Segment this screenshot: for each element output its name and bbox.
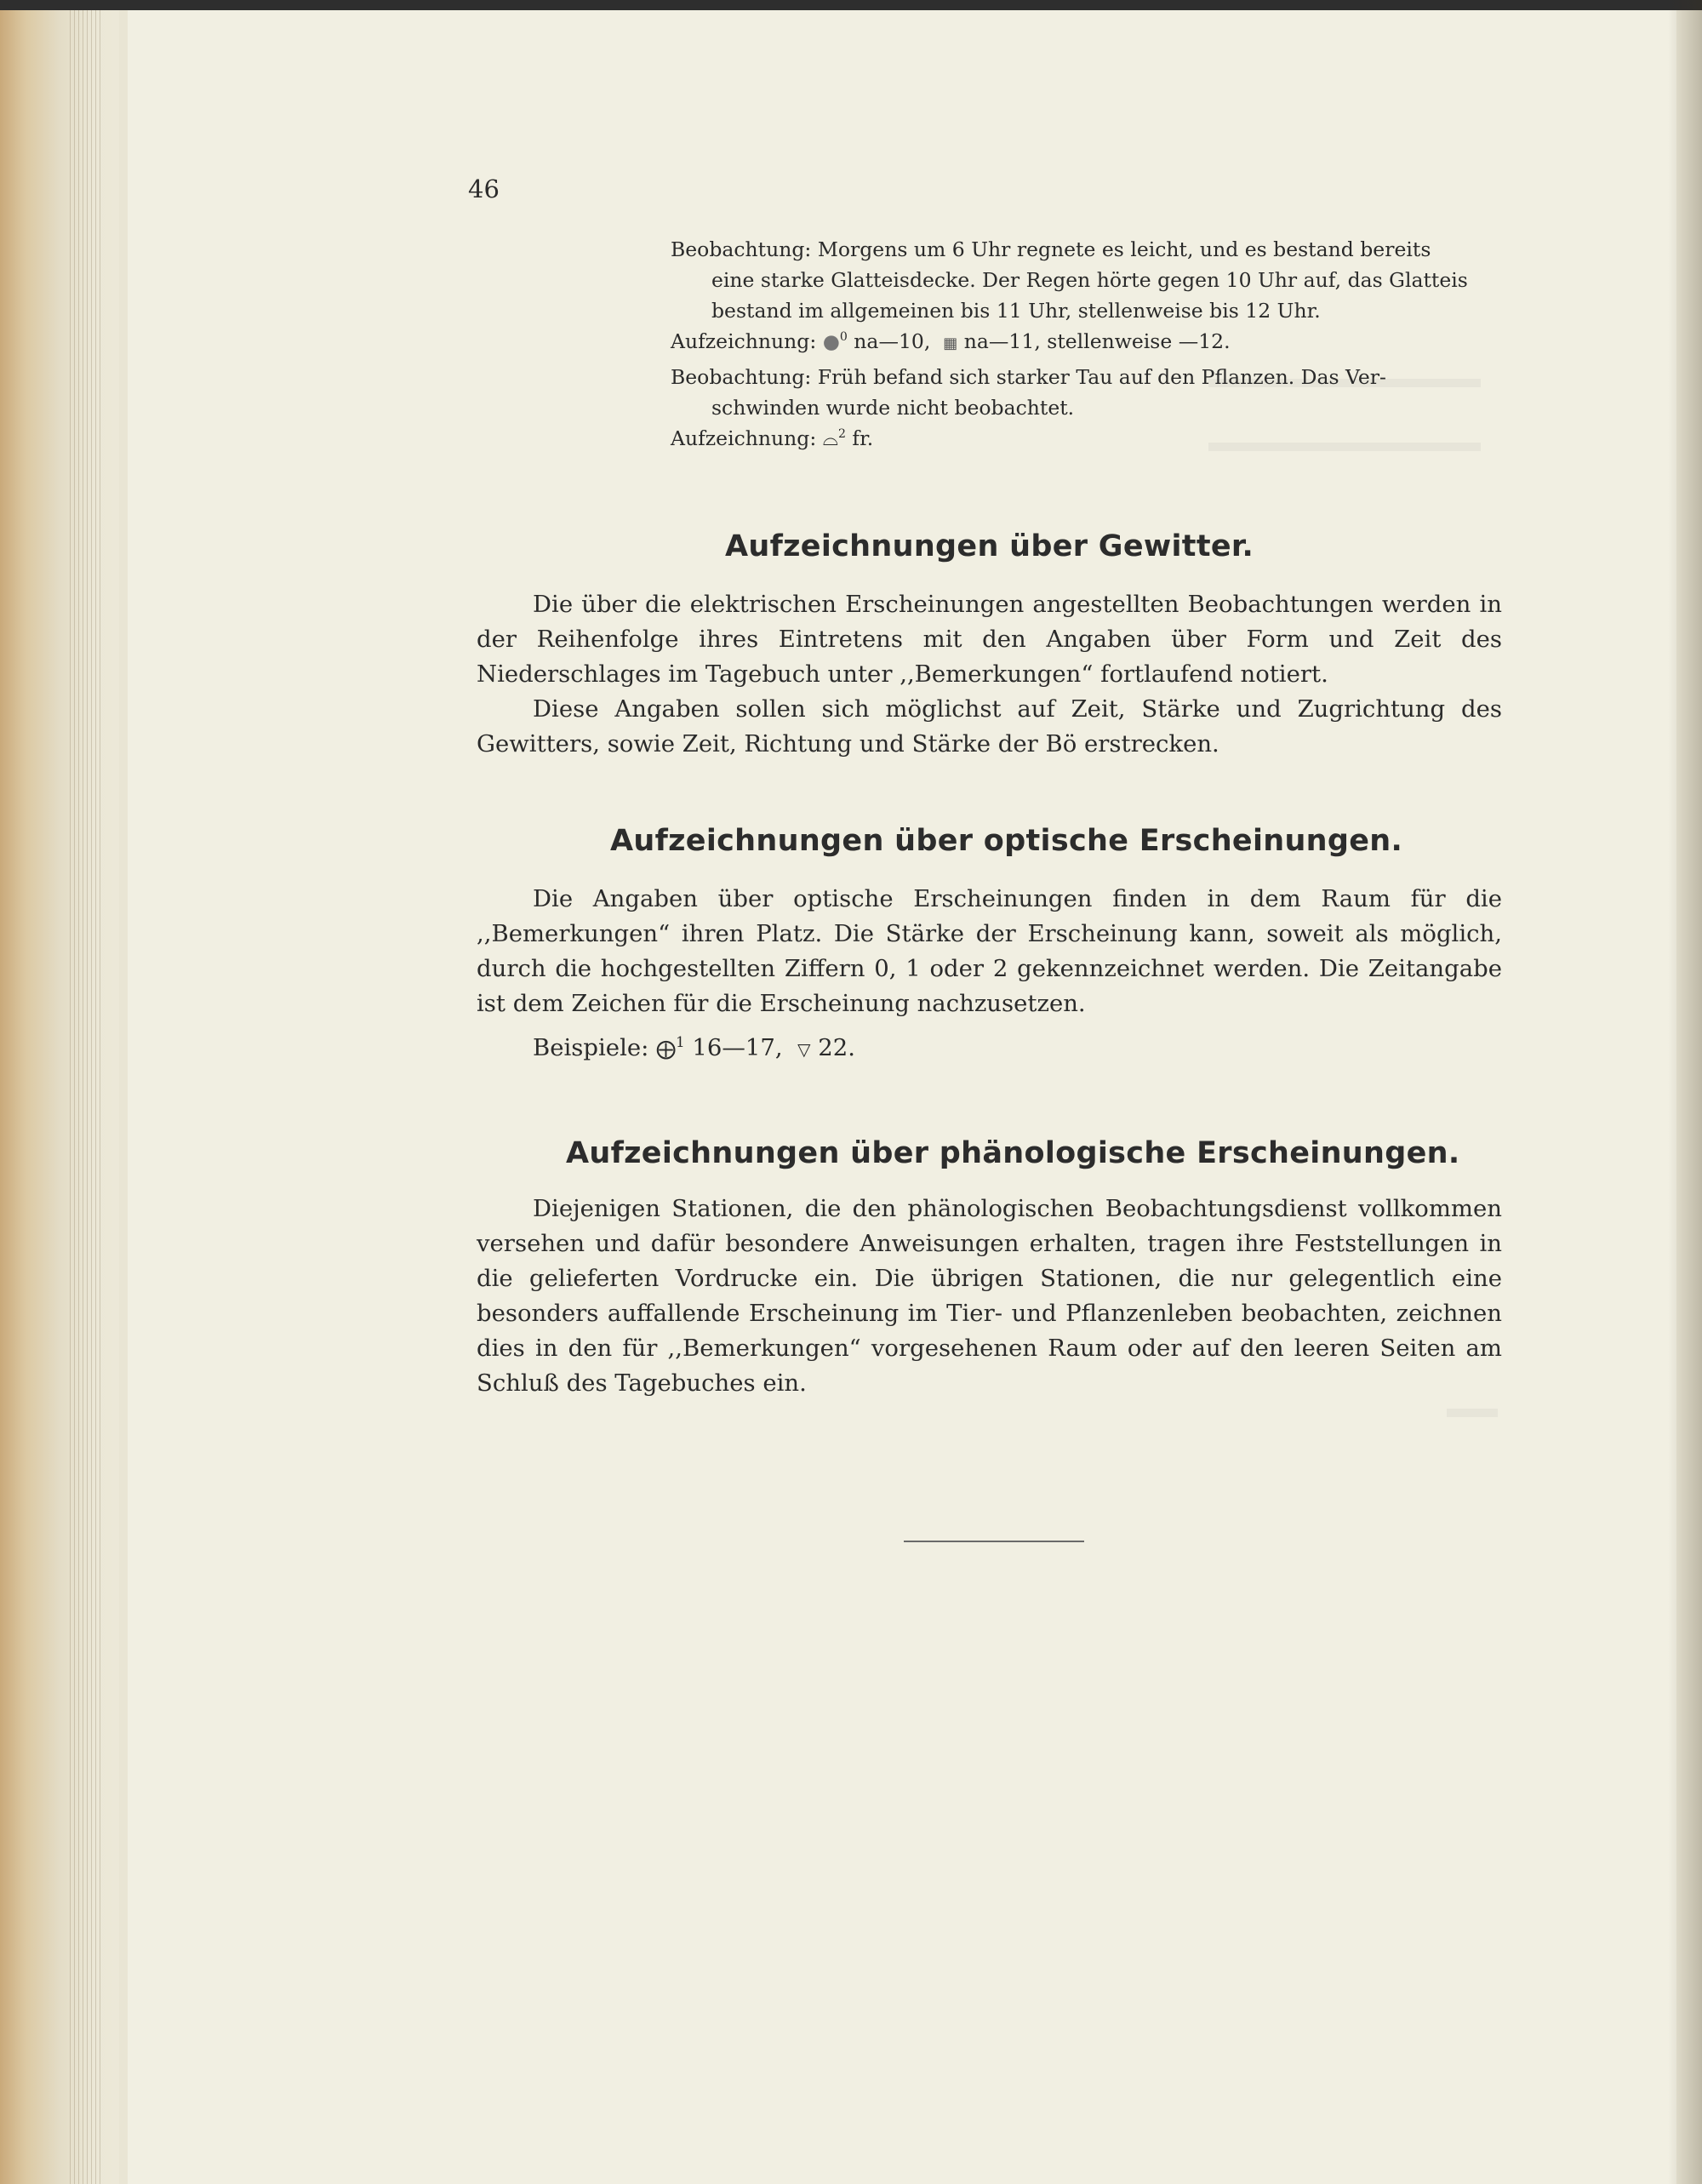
record-time: na—11, stellenweise —12. <box>963 329 1231 353</box>
observation-line: eine starke Glatteisdecke. Der Regen hörte gegen 10 Uhr auf, das Glatteis <box>711 268 1468 292</box>
show-through-text <box>1447 1409 1498 1417</box>
section-body-phenological <box>477 1192 1502 1401</box>
halo-symbol-icon: ⨁ <box>656 1038 677 1061</box>
page-number: 46 <box>468 174 500 203</box>
intensity-superscript: 1 <box>676 1033 685 1050</box>
intensity-superscript: 0 <box>839 330 848 345</box>
page-edges <box>70 0 104 2184</box>
rainbow-symbol-icon: ▽ <box>797 1039 811 1060</box>
end-rule <box>904 1541 1084 1542</box>
scan-border-top <box>0 0 1702 10</box>
observation-example-2 <box>671 362 1488 455</box>
record-time: fr. <box>852 426 874 450</box>
section-body-optical <box>477 882 1502 1021</box>
dew-symbol-icon: ⌓ <box>822 428 838 450</box>
example-label: Beispiele: <box>533 1034 649 1061</box>
record-time: na—10, <box>854 329 931 353</box>
section-body-thunderstorms <box>477 587 1502 762</box>
paragraph: Die über die elektrischen Erscheinungen angestellten Beobachtungen werden in der Reihenfolge ihres Eintretens mit den Angaben über Form und Zeit des Niederschlages im Tagebuch unter ,,Bemerkungen“ fortlaufend notiert. <box>477 591 1502 688</box>
paragraph: Diese Angaben sollen sich möglichst auf Zeit, Stärke und Zugrichtung des Gewitters, sowie Zeit, Richtung und Stärke der Bö erstrecken. <box>477 695 1502 758</box>
example-time: 22. <box>818 1034 855 1061</box>
section-heading-thunderstorms: Aufzeichnungen über Gewitter. <box>725 529 1254 563</box>
example-time: 16—17, <box>692 1034 783 1061</box>
paragraph: Diejenigen Stationen, die den phänologischen Beobachtungsdienst vollkommen versehen und dafür besondere Anweisungen erhalten, tragen ihre Feststellungen in die gelieferten Vordrucke ein. Die übrigen Stationen, die nur gelegentlich eine besonders auffallende Erscheinung im Tier- und Pflanzenleben beobachten, zeichnen dies in den für ,,Bemerkungen“ vorgesehenen Raum oder auf den leeren Seiten am Schluß des Tagebuches ein. <box>477 1195 1502 1397</box>
rain-glaze-symbol-icon: ● <box>822 331 840 353</box>
record-line <box>671 423 1488 455</box>
paragraph: Die Angaben über optische Erscheinungen finden in dem Raum für die ,,Bemerkungen“ ihren Platz. Die Stärke der Erscheinung kann, soweit als möglich, durch die hochgestellten Ziffern 0, 1 oder 2 gekennzeichnet werden. Die Zeitangabe ist dem Zeichen für die Erscheinung nachzusetzen. <box>477 885 1502 1017</box>
observation-line: schwinden wurde nicht beobachtet. <box>711 396 1075 420</box>
intensity-superscript: 2 <box>837 427 846 442</box>
section-heading-optical: Aufzeichnungen über optische Erscheinungen. <box>610 824 1403 858</box>
record-label: Aufzeichnung: <box>671 426 817 450</box>
scan-border-right <box>1668 0 1702 2184</box>
observation-line: Beobachtung: Früh befand sich starker Tau auf den Pflanzen. Das Ver- <box>671 365 1386 389</box>
record-label: Aufzeichnung: <box>671 329 817 353</box>
section-heading-phenological: Aufzeichnungen über phänologische Erscheinungen. <box>566 1136 1460 1170</box>
example-line <box>533 1034 855 1061</box>
record-line <box>671 326 1488 359</box>
observation-example-1 <box>671 234 1488 359</box>
glaze-ice-symbol-icon: ▦ <box>943 334 958 352</box>
observation-line: bestand im allgemeinen bis 11 Uhr, stellenweise bis 12 Uhr. <box>711 299 1321 323</box>
observation-line: Beobachtung: Morgens um 6 Uhr regnete es leicht, und es bestand bereits <box>671 237 1431 261</box>
